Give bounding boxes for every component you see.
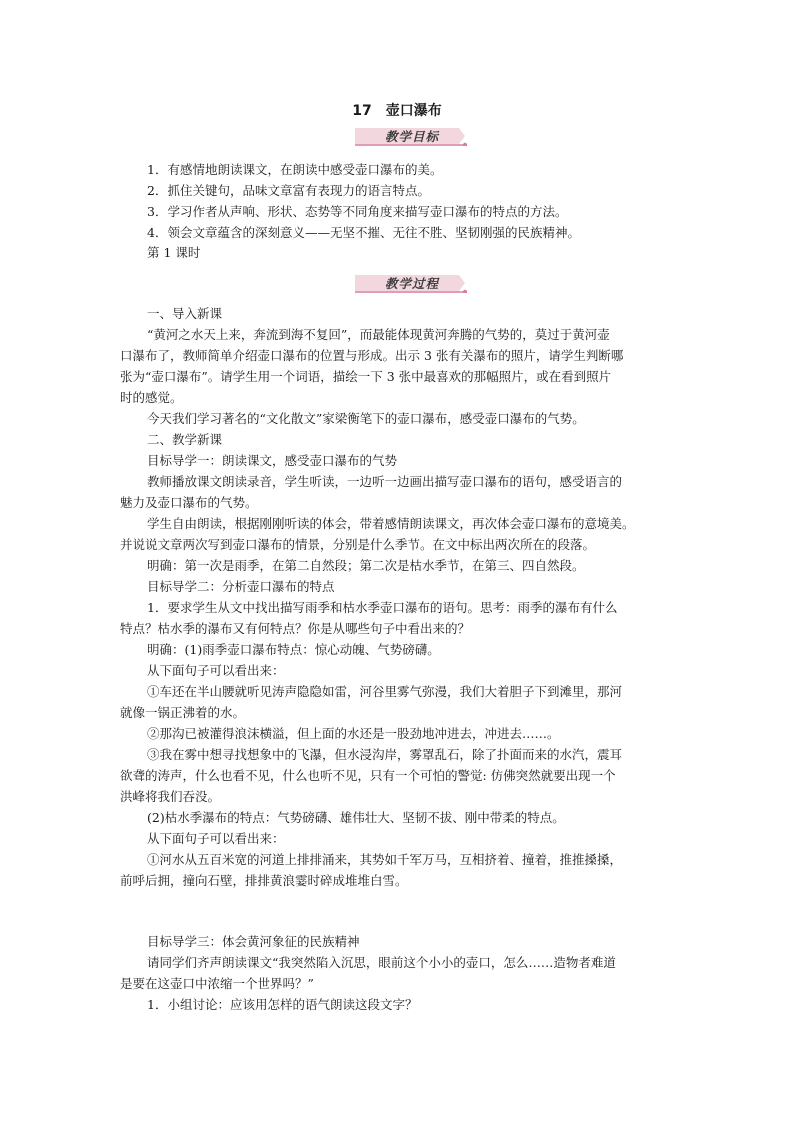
paragraph-line: 欲聋的涛声，什么也看不见，什么也听不见，只有一个可怕的警觉: 仿佛突然就要出现一个 bbox=[120, 768, 616, 783]
paragraph-line: 前呼后拥，撞向石壁，排排黄浪霎时碎成堆堆白雪。 bbox=[120, 873, 408, 888]
paragraph-line: 请同学们齐声朗读课文“我突然陷入沉思，眼前这个小小的壶口，怎么……造物者难道 bbox=[147, 955, 616, 970]
goal-line-3: 3．学习作者从声响、形状、态势等不同角度来描写壶口瀑布的特点的方法。 bbox=[147, 204, 568, 219]
paragraph-line: 从下面句子可以看出来： bbox=[147, 663, 285, 678]
paragraph-line: 今天我们学习著名的“文化散文”家梁衡笔下的壶口瀑布，感受壶口瀑布的气势。 bbox=[147, 411, 585, 426]
paragraph-line: 魅力及壶口瀑布的气势。 bbox=[120, 495, 258, 510]
paragraph-line: 特点？枯水季的瀑布又有何特点？你是从哪些句子中看出来的？ bbox=[120, 621, 471, 636]
goal-line-4: 4．领会文章蕴含的深刻意义——无坚不摧、无往不胜、坚韧刚强的民族精神。 bbox=[147, 225, 580, 240]
paragraph-line: “黄河之水天上来，奔流到海不复回”，而最能体现黄河奔腾的气势的，莫过于黄河壶 bbox=[147, 327, 610, 342]
paragraph-line: 1．小组讨论：应该用怎样的语气朗读这段文字？ bbox=[147, 997, 418, 1012]
session-label: 第 1 课时 bbox=[147, 245, 201, 260]
subheading-goal-3: 目标导学三：体会黄河象征的民族精神 bbox=[147, 934, 360, 949]
heading-new-lesson: 二、教学新课 bbox=[147, 432, 223, 447]
goal-line-1: 1．有感情地朗读课文，在朗读中感受壶口瀑布的美。 bbox=[147, 162, 443, 177]
paragraph-line: ①车还在半山腰就听见涛声隐隐如雷，河谷里雾气弥漫，我们大着胆子下到滩里，那河 bbox=[147, 684, 623, 699]
section-banner-goals bbox=[355, 126, 467, 146]
lesson-title: 17 壶口瀑布 bbox=[352, 103, 442, 119]
paragraph-line: 并说说文章两次写到壶口瀑布的情景，分别是什么季节。在文中标出两次所在的段落。 bbox=[120, 537, 596, 552]
subheading-goal-2: 目标导学二：分析壶口瀑布的特点 bbox=[147, 579, 335, 594]
paragraph-line: 就像一锅正沸着的水。 bbox=[120, 705, 246, 720]
paragraph-line: 是要在这壶口中浓缩一个世界吗？” bbox=[120, 976, 314, 991]
paragraph-line: ②那沟已被灌得浪沫横溢，但上面的水还是一股劲地冲进去，冲进去……。 bbox=[147, 726, 560, 741]
paragraph-line: 1．要求学生从文中找出描写雨季和枯水季壶口瀑布的语句。思考：雨季的瀑布有什么 bbox=[147, 600, 618, 615]
paragraph-line: (2)枯水季瀑布的特点：气势磅礴、雄伟壮大、坚韧不拔、刚中带柔的特点。 bbox=[147, 810, 565, 825]
section-banner-process bbox=[355, 273, 467, 293]
heading-intro: 一、导入新课 bbox=[147, 306, 223, 321]
paragraph-line: 从下面句子可以看出来： bbox=[147, 831, 285, 846]
subheading-goal-1: 目标导学一：朗读课文，感受壶口瀑布的气势 bbox=[147, 453, 398, 468]
paragraph-line: 时的感觉。 bbox=[120, 390, 183, 405]
banner-goals-label: 教学目标 bbox=[384, 129, 439, 144]
banner-process-label: 教学过程 bbox=[384, 276, 439, 291]
paragraph-line: 洪峰将我们吞没。 bbox=[120, 789, 221, 804]
paragraph-line: 明确：第一次是雨季，在第二自然段；第二次是枯水季节，在第三、四自然段。 bbox=[147, 558, 585, 573]
paragraph-line: 明确：(1)雨季壶口瀑布特点：惊心动魄、气势磅礴。 bbox=[147, 642, 440, 657]
goal-line-2: 2．抓住关键句，品味文章富有表现力的语言特点。 bbox=[147, 183, 430, 198]
paragraph-line: 张为“壶口瀑布”。请学生用一个词语，描绘一下 3 张中最喜欢的那幅照片，或在看到照片 bbox=[120, 369, 612, 384]
paragraph-line: ①河水从五百米宽的河道上排排涌来，其势如千军万马，互相挤着、撞着，推推搡搡， bbox=[147, 852, 623, 867]
paragraph-line: 口瀑布了，教师简单介绍壶口瀑布的位置与形成。出示 3 张有关瀑布的照片，请学生判断哪 bbox=[120, 348, 624, 363]
paragraph-line: 学生自由朗读，根据刚刚听读的体会，带着感情朗读课文，再次体会壶口瀑布的意境美。 bbox=[147, 516, 635, 531]
paragraph-line: ③我在雾中想寻找想象中的飞瀑，但水浸沟岸，雾罩乱石，除了扑面而来的水汽，震耳 bbox=[147, 747, 623, 762]
paragraph-line: 教师播放课文朗读录音，学生听读，一边听一边画出描写壶口瀑布的语句，感受语言的 bbox=[147, 474, 623, 489]
